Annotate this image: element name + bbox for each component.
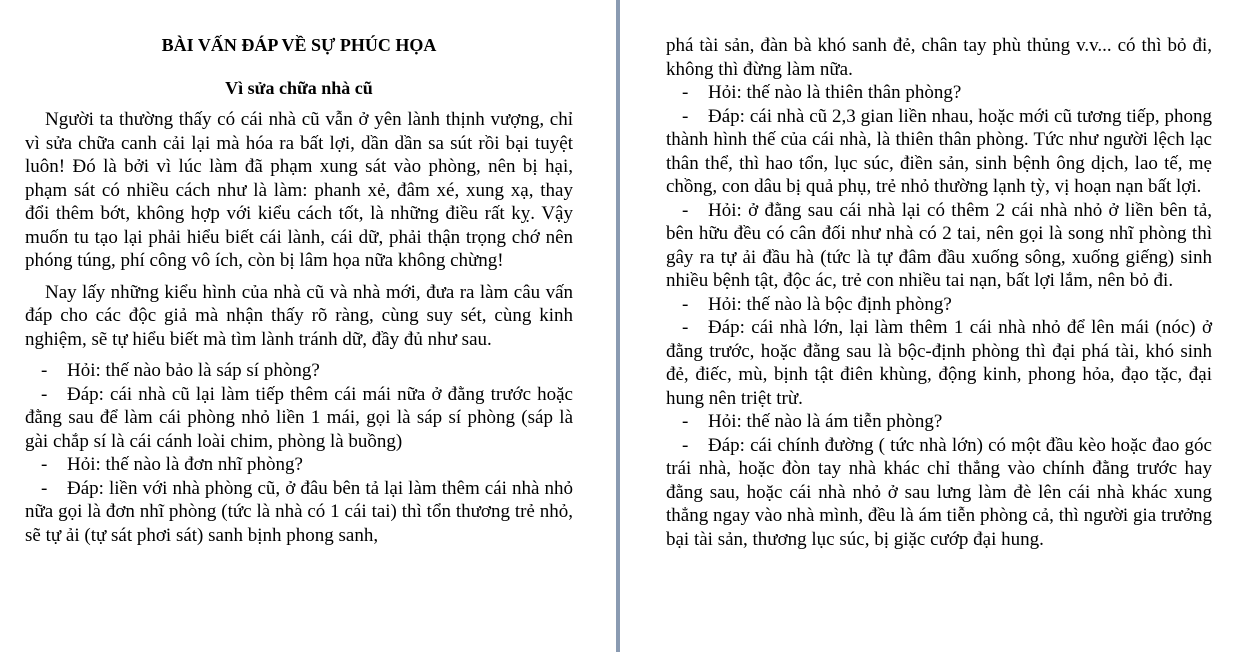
qa-text: Hỏi: thế nào bảo là sáp sí phòng? bbox=[67, 360, 320, 381]
dash-bullet: - bbox=[41, 454, 48, 475]
qa-item bbox=[25, 359, 573, 383]
page-divider bbox=[612, 0, 624, 652]
qa-text: Đáp: cái nhà lớn, lại làm thêm 1 cái nhà nhỏ để lên mái (nóc) ở đằng trước, hoặc đằng sau là bộc-định phòng thì đại phá tài, khó sinh đẻ, điếc, mù, bịnh tật điên khùng, động kinh, phong hỏa, đạo tặc, đại hung nên triệt trừ. bbox=[666, 317, 1212, 409]
dash-bullet: - bbox=[682, 82, 689, 103]
qa-text: Hỏi: ở đằng sau cái nhà lại có thêm 2 cái nhà nhỏ ở liền bên tả, bên hữu đều có cân đối như nhà có 2 tai, nên gọi là song nhĩ phòng thì gây ra tự ải đầu hà (tức là tự đâm đầu xuống sông, xuống giếng) sinh nhiều bệnh tật, độc ác, trẻ con nhiều tai nạn, bất lợi lắm, nên bỏ đi. bbox=[666, 199, 1212, 291]
intro-paragraph: Người ta thường thấy có cái nhà cũ vẫn ở yên lành thịnh vượng, chỉ vì sửa chữa canh cải lại mà hóa ra bất lợi, dần dần sa sút rồi bại tuyệt luôn! Đó là bởi vì lúc làm đã phạm xung sát vào phòng, nên bị hại, phạm sát có nhiều cách như là làm: phanh xẻ, đâm xé, xung xạ, thay đổi thêm bớt, không hợp với kiểu cách tốt, là những điều rất kỵ. Vậy muốn tu tạo lại phải hiểu biết cái lành, cái dữ, phải thận trọng chớ nên phóng túng, phí công vô ích, còn bị lâm họa nữa không chừng! bbox=[25, 109, 573, 271]
qa-item bbox=[666, 434, 1212, 552]
qa-item bbox=[666, 105, 1212, 199]
qa-item bbox=[666, 81, 1212, 105]
qa-text: Đáp: cái nhà cũ 2,3 gian liền nhau, hoặc mới cũ tương tiếp, phong thành hình thế của cái nhà, là thiên thân phòng. Tức như người lệch lạc thân thể, thì hao tổn, lục súc, điền sản, sinh bệnh ông dịch, lao tế, mẹ chồng, con dâu bị quả phụ, trẻ nhỏ thường lạnh tỳ, vị hoạn nạn bất lợi. bbox=[666, 105, 1212, 197]
dash-bullet: - bbox=[41, 477, 48, 499]
dash-bullet: - bbox=[682, 434, 689, 456]
dash-bullet: - bbox=[682, 293, 689, 315]
document-page-left bbox=[0, 0, 612, 652]
divider-line bbox=[616, 0, 620, 652]
qa-item bbox=[666, 199, 1212, 293]
document-page-right bbox=[624, 0, 1244, 652]
document-title: BÀI VẤN ĐÁP VỀ SỰ PHÚC HỌA bbox=[161, 35, 437, 55]
dash-bullet: - bbox=[41, 383, 48, 405]
qa-item bbox=[666, 293, 1212, 317]
intro-paragraph: Nay lấy những kiểu hình của nhà cũ và nhà mới, đưa ra làm câu vấn đáp cho các độc giả mà nhận thấy rõ ràng, cùng suy sét, cùng kinh nghiệm, sẽ tự hiểu biết mà tìm lành tránh dữ, đầy đủ như sau. bbox=[25, 281, 573, 350]
qa-text: Hỏi: thế nào là bộc định phòng? bbox=[708, 293, 952, 315]
qa-text: Hỏi: thế nào là ám tiễn phòng? bbox=[708, 411, 943, 432]
continued-paragraph: phá tài sản, đàn bà khó sanh đẻ, chân tay phù thủng v.v... có thì bỏ đi, không thì đừng làm nữa. bbox=[666, 35, 1212, 80]
qa-text: Đáp: liền với nhà phòng cũ, ở đâu bên tả lại làm thêm cái nhà nhỏ nữa gọi là đơn nhĩ phòng (tức là nhà có 1 cái tai) thì tổn thương trẻ nhỏ, sẽ tự ải (tự sát phơi sát) sanh bịnh phong sanh, bbox=[25, 477, 573, 546]
qa-text: Hỏi: thế nào là đơn nhĩ phòng? bbox=[67, 454, 303, 475]
dash-bullet: - bbox=[682, 411, 689, 432]
qa-text: Đáp: cái nhà cũ lại làm tiếp thêm cái mái nữa ở đằng trước hoặc đằng sau để làm cái phòng nhỏ liền 1 mái, gọi là sáp sí phòng (sáp là gài chắp sí là cái cánh loài chim, phòng là buồng) bbox=[25, 383, 573, 452]
qa-item bbox=[25, 383, 573, 454]
text-column-left bbox=[25, 34, 573, 547]
dash-bullet: - bbox=[41, 360, 48, 381]
document-subtitle: Vì sửa chữa nhà cũ bbox=[225, 78, 373, 98]
qa-text: Hỏi: thế nào là thiên thân phòng? bbox=[708, 82, 962, 103]
qa-text: Đáp: cái chính đường ( tức nhà lớn) có một đầu kèo hoặc đao góc trái nhà, hoặc đòn tay nhà khác chỉ thẳng vào chính đằng trước hay đằng sau, hoặc cái nhà nhỏ ở sau lưng làm đè lên cái nhà khác xung thẳng ngay vào nhà mình, đều là ám tiễn phòng cả, thì người gia trưởng bại tài sản, thương lục súc, bị giặc cướp đại hung. bbox=[666, 434, 1212, 550]
qa-item bbox=[666, 410, 1212, 434]
qa-item bbox=[25, 477, 573, 548]
text-column-right bbox=[666, 34, 1212, 551]
dash-bullet: - bbox=[682, 199, 689, 221]
qa-item bbox=[666, 316, 1212, 410]
dash-bullet: - bbox=[682, 105, 689, 127]
dash-bullet: - bbox=[682, 317, 689, 338]
qa-item bbox=[25, 453, 573, 477]
